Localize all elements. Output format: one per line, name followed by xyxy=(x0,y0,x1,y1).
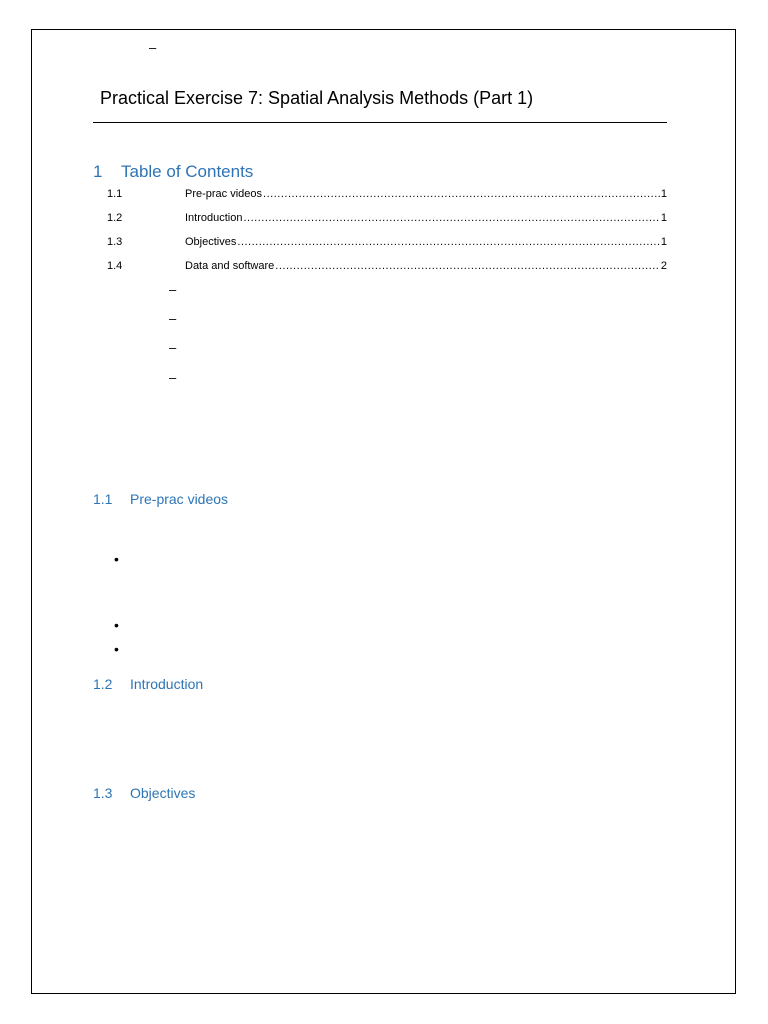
toc-entry-page: 1 xyxy=(660,188,667,200)
toc-heading-text: Table of Contents xyxy=(121,162,254,181)
toc-heading-number: 1 xyxy=(93,162,103,181)
toc-dash: – xyxy=(169,282,177,297)
toc-entry-page: 2 xyxy=(660,260,667,272)
toc-leader-dots xyxy=(275,260,660,272)
toc-entry-introduction[interactable] xyxy=(107,212,667,228)
section-title: Pre-prac videos xyxy=(130,491,229,507)
toc-entry-label: Objectives xyxy=(185,236,237,248)
document-page xyxy=(31,29,736,994)
bullet-item: • xyxy=(114,551,119,567)
document-title: Practical Exercise 7: Spatial Analysis Methods (Part 1) xyxy=(100,88,534,108)
section-number: 1.2 xyxy=(93,676,113,692)
section-number: 1.1 xyxy=(93,491,113,507)
section-title: Introduction xyxy=(130,676,204,692)
toc-entry-number: 1.4 xyxy=(107,260,123,272)
toc-entry-page: 1 xyxy=(660,212,667,224)
toc-leader-dots xyxy=(243,212,659,224)
toc-entry-number: 1.1 xyxy=(107,188,123,200)
toc-heading xyxy=(93,162,253,182)
section-heading-introduction xyxy=(93,676,203,692)
section-title: Objectives xyxy=(130,785,196,801)
toc-dash: – xyxy=(169,370,177,385)
toc-leader-dots xyxy=(237,236,660,248)
title-underline xyxy=(93,122,667,123)
toc-entry-label: Pre-prac videos xyxy=(185,188,263,200)
toc-entry-label: Data and software xyxy=(185,260,275,272)
section-heading-objectives xyxy=(93,785,195,801)
toc-leader-dots xyxy=(263,188,660,200)
toc-entry-page: 1 xyxy=(660,236,667,248)
toc-dash: – xyxy=(169,311,177,326)
section-heading-pre-prac-videos xyxy=(93,491,228,507)
bullet-item: • xyxy=(114,641,119,657)
toc-entry-label: Introduction xyxy=(185,212,243,224)
toc-dash: – xyxy=(169,340,177,355)
toc-entry-pre-prac-videos[interactable] xyxy=(107,188,667,204)
toc-entry-data-and-software[interactable] xyxy=(107,260,667,276)
toc-entry-objectives[interactable] xyxy=(107,236,667,252)
bullet-item: • xyxy=(114,617,119,633)
header-dash: – xyxy=(149,40,157,55)
section-number: 1.3 xyxy=(93,785,113,801)
toc-entry-number: 1.2 xyxy=(107,212,123,224)
toc-entry-number: 1.3 xyxy=(107,236,123,248)
